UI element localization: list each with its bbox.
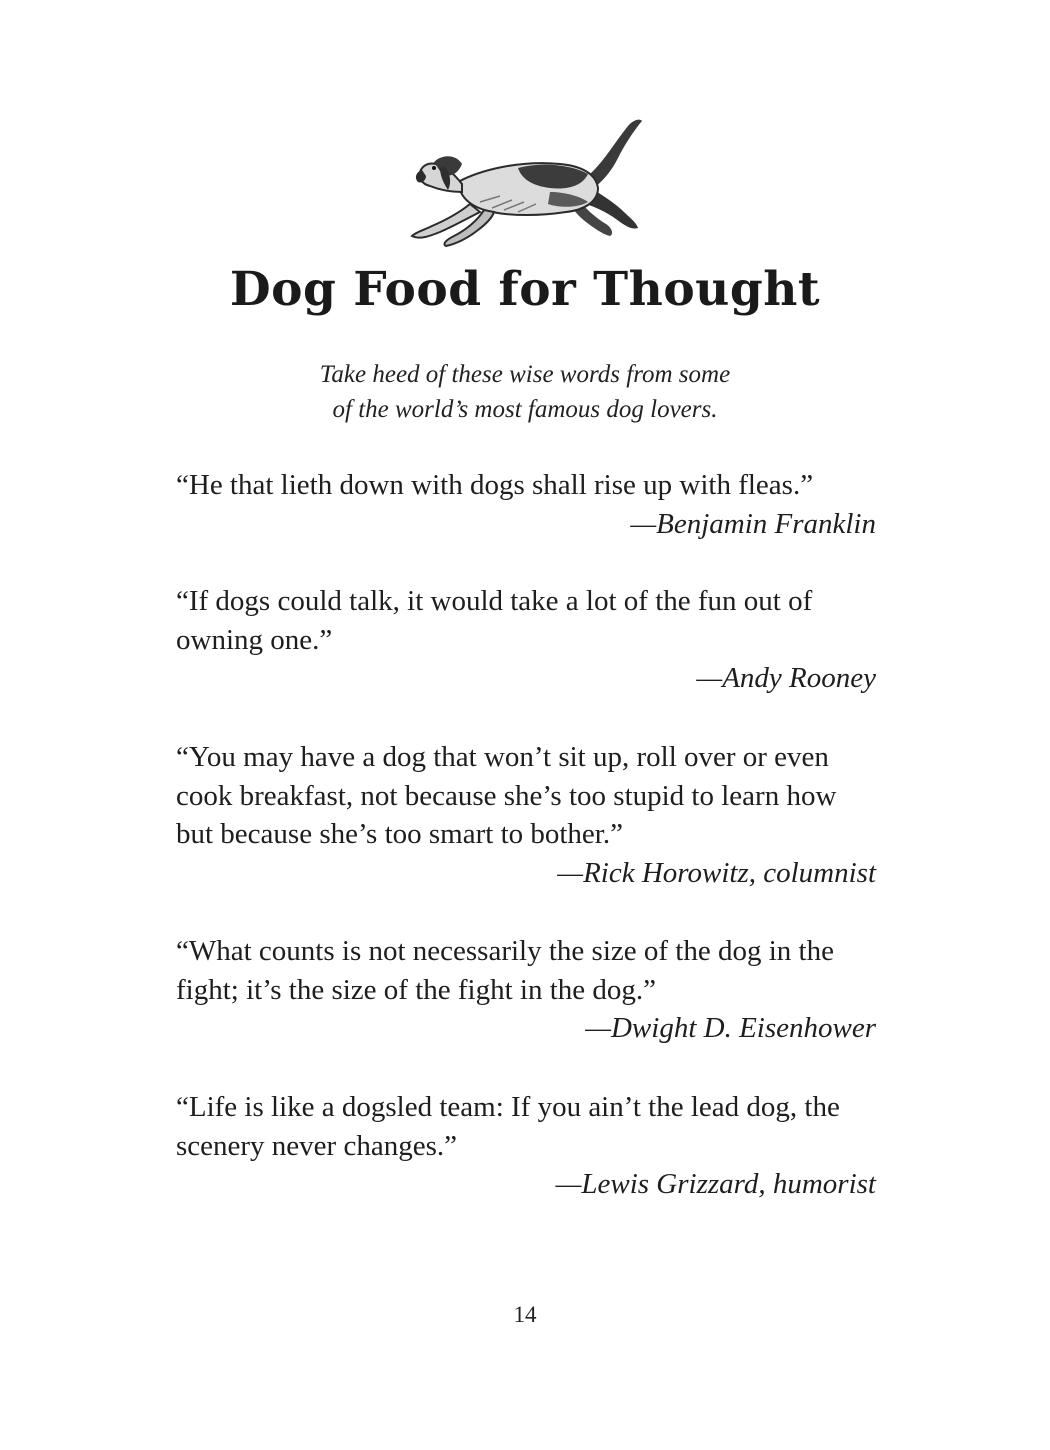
page-number: 14 (513, 1302, 537, 1327)
quote-text: “Life is like a dogsled team: If you ain’t the lead dog, the scenery never changes.” (176, 1091, 840, 1162)
quote-text: “You may have a dog that won’t sit up, roll over or even cook breakfast, not because she’s too stupid to learn how but because she’s too smart to bother.” (176, 741, 837, 850)
quote-text: “If dogs could talk, it would take a lot of the fun out of owning one.” (176, 585, 813, 656)
quote-block (176, 466, 876, 543)
quote-author: —Andy Rooney (696, 662, 876, 694)
quote-block (176, 932, 876, 1048)
quote-block (176, 1088, 876, 1204)
quote-author: —Dwight D. Eisenhower (585, 1012, 876, 1044)
intro-text (0, 357, 1050, 427)
page-title: Dog Food for Thought (229, 262, 821, 317)
running-dog-icon (400, 112, 650, 252)
quote-block (176, 582, 876, 698)
quote-text: “What counts is not necessarily the size of the dog in the fight; it’s the size of the fight in the dog.” (176, 935, 834, 1006)
intro-line-1: Take heed of these wise words from some (319, 361, 731, 388)
intro-line-2: of the world’s most famous dog lovers. (332, 396, 718, 423)
quote-author: —Benjamin Franklin (630, 507, 876, 540)
quote-author: —Rick Horowitz, columnist (557, 856, 876, 889)
quote-block (176, 738, 876, 892)
quote-author: —Lewis Grizzard, humorist (555, 1168, 876, 1200)
quote-text: “He that lieth down with dogs shall rise up with fleas.” (176, 469, 814, 501)
